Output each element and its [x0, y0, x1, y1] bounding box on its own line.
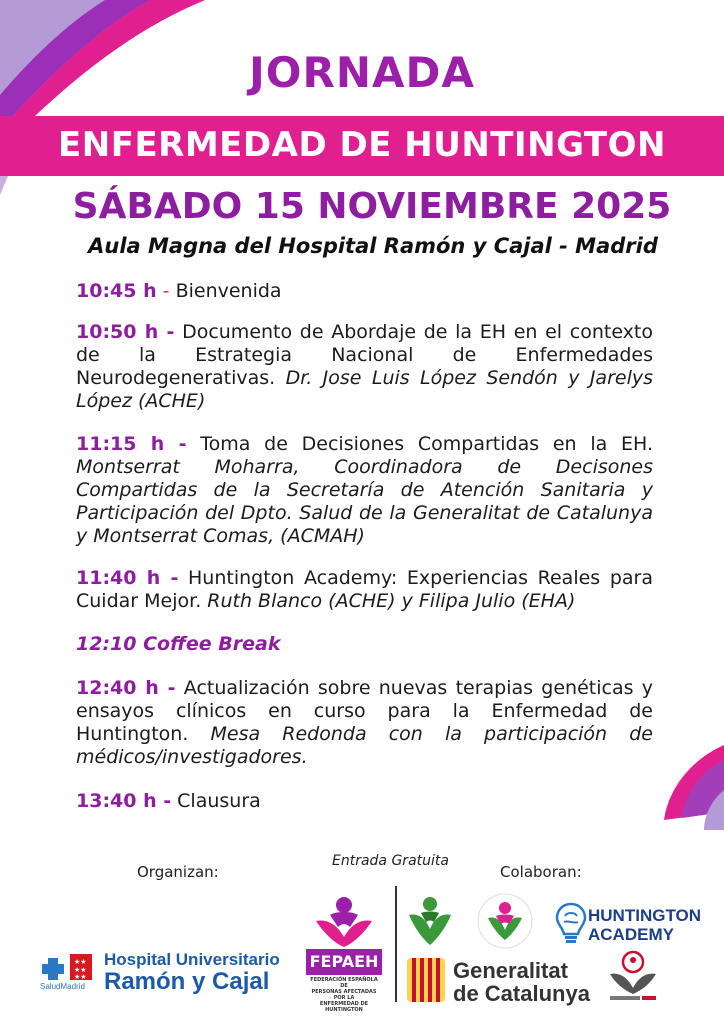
item-speakers: Dr. Jose Luis López Sendón y Jarelys López (ACHE)	[76, 367, 653, 412]
huntington-academy-line-1: HUNTINGTON	[588, 906, 702, 925]
item-time: 10:50 h -	[76, 321, 175, 343]
item-time: 13:40 h -	[76, 790, 172, 812]
item-text: Documento de Abordaje de la EH en el contexto de la Estrategia Nacional de Enfermedades Neurodegenerativas.	[76, 321, 653, 389]
generalitat-line-1: Generalitat	[453, 958, 568, 983]
item-speakers: Mesa Redonda con la participación de médicos/investigadores.	[76, 723, 653, 768]
event-date: SÁBADO 15 NOVIEMBRE 2025	[72, 186, 672, 227]
salud-madrid-text: SaludMadrid	[40, 982, 85, 991]
footer-divider	[395, 886, 397, 1002]
item-time: 11:40 h -	[76, 567, 179, 589]
huntington-foundation-logo-icon	[476, 892, 534, 950]
fepaeh-logo	[306, 893, 382, 1013]
item-speakers: Montserrat Moharra, Coordinadora de Decisones Compartidas de la Secretaría de Atención Sanitaria y Participación del Dpto. Salud de la Generalitat de Catalunya y Montserrat Comas, (ACMAH)	[76, 456, 653, 547]
hospital-line-2: Ramón y Cajal	[104, 968, 270, 995]
generalitat-line-2: de Catalunya	[453, 981, 590, 1006]
fepaeh-sub-3: ENFERMEDAD DE HUNTINGTON	[319, 1001, 369, 1013]
item-time: 10:45 h	[76, 280, 157, 302]
program-item-decisiones	[76, 433, 653, 548]
acmah-logo-icon	[606, 950, 660, 1002]
fepaeh-sub-1: FEDERACIÓN ESPAÑOLA DE	[310, 977, 378, 989]
ache-logo-icon	[407, 895, 453, 947]
item-text: Bienvenida	[175, 280, 282, 302]
svg-text:★★: ★★	[74, 958, 87, 966]
item-time: 11:15 h -	[76, 433, 187, 455]
colaboran-label: Colaboran:	[500, 863, 582, 881]
banner-text: ENFERMEDAD DE HUNTINGTON	[58, 125, 666, 165]
svg-text:★★: ★★	[74, 973, 87, 981]
coffee-break: 12:10 Coffee Break	[76, 633, 281, 655]
program-item-clausura	[76, 790, 653, 813]
item-time: 12:40 h -	[76, 677, 176, 699]
salud-madrid-icon	[40, 954, 100, 982]
salud-madrid-logo	[40, 954, 100, 994]
item-text: Huntington Academy: Experiencias Reales para Cuidar Mejor.	[76, 567, 654, 612]
fepaeh-text: FEPAEH	[306, 949, 382, 975]
entrada-gratuita-label: Entrada Gratuita	[332, 853, 449, 869]
event-venue: Aula Magna del Hospital Ramón y Cajal - Madrid	[88, 234, 658, 258]
fepaeh-figure-icon	[306, 893, 382, 949]
item-speakers: Ruth Blanco (ACHE) y Filipa Julio (EHA)	[207, 590, 576, 612]
item-text: Clausura	[171, 790, 261, 812]
program-item-terapias	[76, 677, 653, 769]
fepaeh-sub-2: PERSONAS AFECTADAS POR LA	[311, 989, 377, 1001]
program-item-academy	[76, 567, 653, 613]
hospital-line-1: Hospital Universitario	[104, 950, 280, 969]
svg-text:★★: ★★	[74, 966, 87, 974]
item-text: Actualización sobre nuevas terapias genéticas y ensayos clínicos en curso para la Enfermedad de Huntington.	[76, 677, 653, 745]
item-separator: -	[156, 280, 176, 302]
item-text: Toma de Decisiones Compartidas en la EH.	[186, 433, 653, 455]
page-title: JORNADA	[249, 48, 475, 97]
organizan-label: Organizan:	[137, 863, 219, 881]
generalitat-shield-icon	[407, 958, 445, 1002]
huntington-academy-line-2: ACADEMY	[588, 925, 674, 944]
program-item-bienvenida	[76, 280, 653, 303]
program-item-documento	[76, 321, 653, 413]
lightbulb-brain-icon	[555, 902, 587, 944]
